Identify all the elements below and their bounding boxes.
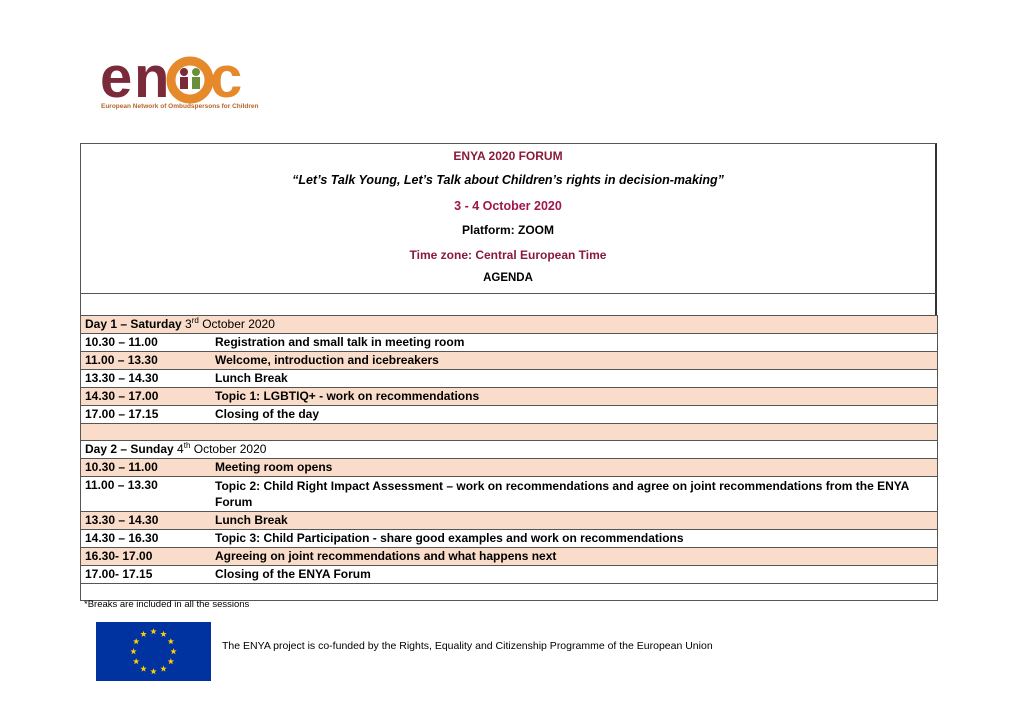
- session-time: 11.00 – 13.30: [81, 352, 212, 370]
- spacer-row: [81, 424, 938, 441]
- day1-heading: Day 1 – Saturday 3rd October 2020: [81, 316, 938, 334]
- table-row: [81, 566, 938, 584]
- forum-dates: 3 - 4 October 2020: [454, 199, 562, 213]
- header-spacer: [80, 294, 937, 315]
- forum-quote: “Let’s Talk Young, Let’s Talk about Children’s rights in decision-making”: [292, 173, 724, 187]
- table-row: [81, 352, 938, 370]
- agenda-table: [80, 315, 938, 601]
- session-activity: Lunch Break: [211, 512, 938, 530]
- spacer-cell: [81, 584, 938, 601]
- spacer-cell: [81, 424, 938, 441]
- session-time: 17.00 – 17.15: [81, 406, 212, 424]
- agenda-label: AGENDA: [483, 272, 533, 284]
- forum-timezone: Time zone: Central European Time: [409, 248, 607, 262]
- table-row: [81, 459, 938, 477]
- breaks-footnote: *Breaks are included in all the sessions: [84, 599, 250, 610]
- table-row: [81, 334, 938, 352]
- svg-text:e: e: [100, 50, 133, 110]
- session-time: 14.30 – 16.30: [81, 530, 212, 548]
- session-time: 10.30 – 11.00: [81, 334, 212, 352]
- forum-platform: Platform: ZOOM: [462, 223, 554, 237]
- table-row: [81, 370, 938, 388]
- table-row: [81, 548, 938, 566]
- day1-heading-row: [81, 316, 938, 334]
- session-time: 17.00- 17.15: [81, 566, 212, 584]
- table-row: [81, 512, 938, 530]
- session-time: 13.30 – 14.30: [81, 370, 212, 388]
- session-time: 16.30- 17.00: [81, 548, 212, 566]
- session-activity: Topic 3: Child Participation - share good examples and work on recommendations: [211, 530, 938, 548]
- session-time: 11.00 – 13.30: [81, 477, 212, 512]
- funding-statement: The ENYA project is co-funded by the Rights, Equality and Citizenship Programme of the European Union: [222, 640, 713, 652]
- svg-text:n: n: [134, 50, 170, 110]
- day2-heading-row: [81, 441, 938, 459]
- spacer-row: [81, 584, 938, 601]
- table-row: [81, 530, 938, 548]
- session-time: 14.30 – 17.00: [81, 388, 212, 406]
- session-time: 13.30 – 14.30: [81, 512, 212, 530]
- table-row: [81, 406, 938, 424]
- session-activity: Topic 2: Child Right Impact Assessment – work on recommendations and agree on joint recommendations from the ENYA Forum: [211, 477, 938, 512]
- session-activity: Meeting room opens: [211, 459, 938, 477]
- table-row: [81, 388, 938, 406]
- session-activity: Lunch Break: [211, 370, 938, 388]
- table-row: [81, 477, 938, 512]
- svg-text:c: c: [210, 50, 243, 110]
- session-activity: Registration and small talk in meeting room: [211, 334, 938, 352]
- session-activity: Topic 1: LGBTIQ+ - work on recommendations: [211, 388, 938, 406]
- forum-title: ENYA 2020 FORUM: [453, 149, 563, 163]
- session-activity: Agreeing on joint recommendations and what happens next: [211, 548, 938, 566]
- eu-flag-icon: [96, 622, 211, 681]
- session-activity: Closing of the ENYA Forum: [211, 566, 938, 584]
- session-time: 10.30 – 11.00: [81, 459, 212, 477]
- session-activity: Welcome, introduction and icebreakers: [211, 352, 938, 370]
- logo-subtitle: European Network of Ombudspersons for Children: [101, 103, 259, 110]
- day2-heading: Day 2 – Sunday 4th October 2020: [81, 441, 938, 459]
- agenda-header: [80, 143, 937, 294]
- session-activity: Closing of the day: [211, 406, 938, 424]
